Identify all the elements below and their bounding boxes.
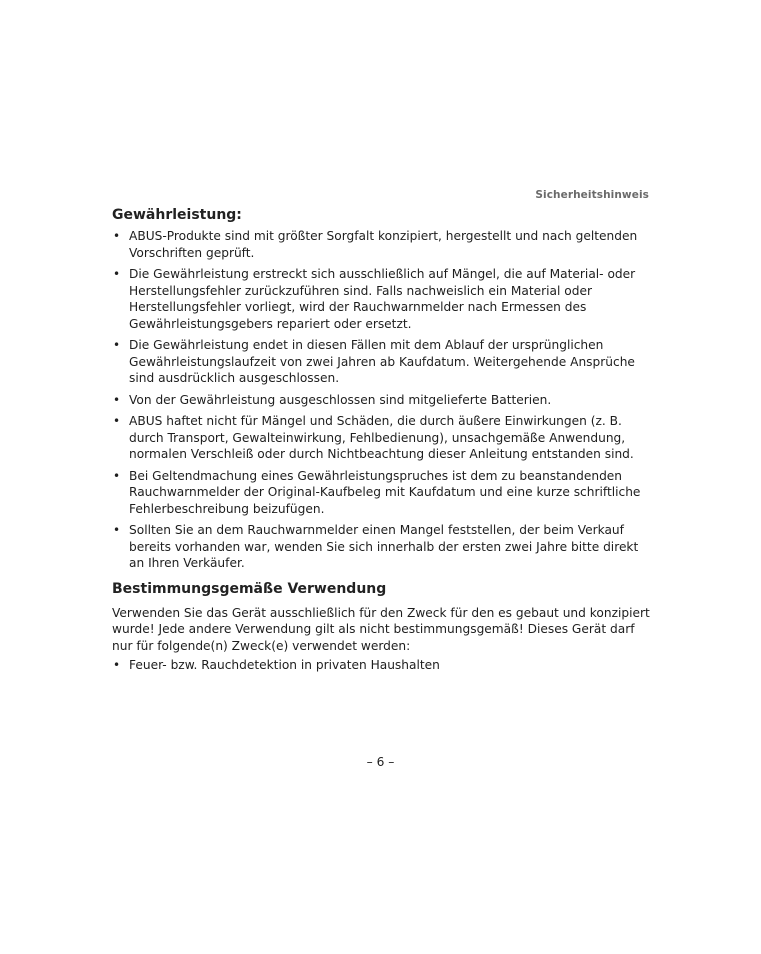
list-item xyxy=(112,468,652,518)
list-item-text: Die Gewährleistung endet in diesen Fällen mit dem Ablauf der ursprünglichen Gewährleistungslaufzeit von zwei Jahren ab Kaufdatum. Weitergehende Ansprüche sind ausdrücklich ausgeschlossen. xyxy=(129,338,635,385)
running-header: Sicherheitshinweis xyxy=(535,189,649,201)
bullet-icon: • xyxy=(113,414,121,428)
page-number: – 6 – xyxy=(366,755,395,769)
list-item-text: ABUS-Produkte sind mit größter Sorgfalt konzipiert, hergestellt und nach geltenden Vorschriften geprüft. xyxy=(129,229,638,260)
bullet-icon: • xyxy=(113,338,121,352)
bullet-icon: • xyxy=(113,392,121,407)
intended-use-paragraph: Verwenden Sie das Gerät ausschließlich für den Zweck für den es gebaut und konzipiert wurde! Jede andere Verwendung gilt als nicht bestimmungsgemäß! Dieses Gerät darf nur für folgende(n) Zweck(e) verwendet werden: xyxy=(112,605,650,653)
section-title-warranty: Gewährleistung: xyxy=(112,207,242,223)
list-item-text: Sollten Sie an dem Rauchwarnmelder einen Mangel feststellen, der beim Verkauf bereits vorhanden war, wenden Sie sich innerhalb der ersten zwei Jahre bitte direkt an Ihren Verkäufer. xyxy=(129,523,639,570)
intended-use-list xyxy=(112,657,652,674)
list-item xyxy=(112,522,652,572)
list-item-text: Die Gewährleistung erstreckt sich ausschließlich auf Mängel, die auf Material- oder Herstellungsfehler zurückzuführen sind. Falls nachweislich ein Material oder Herstellungsfehler vorliegt, wird der Rauchwarnmelder nach Ermessen des Gewährleistungsgebers repariert oder ersetzt. xyxy=(129,267,636,331)
list-item-text: ABUS haftet nicht für Mängel und Schäden, die durch äußere Einwirkungen (z. B. durch Transport, Gewalteinwirkung, Fehlbedienung), unsachgemäße Anwendung, normalen Verschleiß oder durch Nichtbeachtung dieser Anleitung entstanden sind. xyxy=(129,414,634,461)
list-item-text: Bei Geltendmachung eines Gewährleistungspruches ist dem zu beanstandenden Rauchwarnmelder der Original-Kaufbeleg mit Kaufdatum und eine kurze schriftliche Fehlerbeschreibung beizufügen. xyxy=(129,468,641,516)
list-item xyxy=(112,228,652,261)
section-title-intended-use: Bestimmungsgemäße Verwendung xyxy=(112,580,387,597)
list-item xyxy=(112,392,652,409)
bullet-icon: • xyxy=(113,658,121,672)
page-content xyxy=(112,205,652,679)
list-item xyxy=(112,266,652,332)
warranty-list xyxy=(112,228,652,572)
bullet-icon: • xyxy=(113,468,121,483)
list-item-text: Von der Gewährleistung ausgeschlossen sind mitgelieferte Batterien. xyxy=(129,392,552,407)
list-item xyxy=(112,413,652,463)
bullet-icon: • xyxy=(113,229,121,243)
bullet-icon: • xyxy=(113,267,121,281)
list-item xyxy=(112,657,652,674)
list-item-text: Feuer- bzw. Rauchdetektion in privaten Haushalten xyxy=(129,658,440,672)
bullet-icon: • xyxy=(113,523,121,537)
list-item xyxy=(112,337,652,387)
